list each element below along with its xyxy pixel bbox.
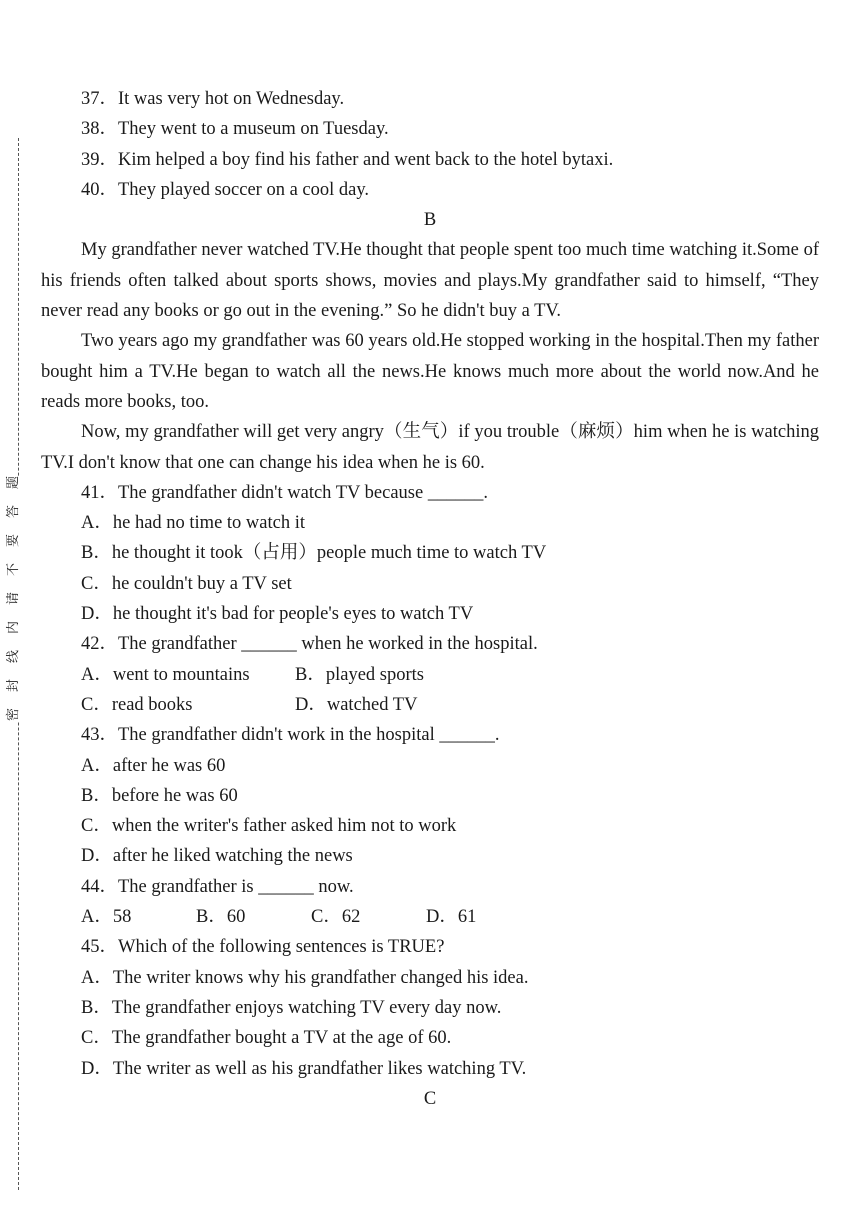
question-42-option-d: D．watched TV <box>295 694 418 715</box>
binding-char: 封 <box>5 678 21 693</box>
question-40: 40．They played soccer on a cool day. <box>81 179 370 200</box>
question-42-option-a: A．went to mountains <box>81 664 250 685</box>
passage-paragraph-3: Now, my grandfather will get very angry（生气）if you trouble（麻烦）him when he is watching TV.I don't know that one can change his idea when he is 60. <box>41 422 819 473</box>
question-45-stem: 45．Which of the following sentences is TRUE? <box>81 937 445 958</box>
question-44-option-b: B．60 <box>196 907 246 928</box>
question-41-option-b: B．he thought it took（占用）people much time to watch TV <box>81 543 547 564</box>
exam-page <box>41 84 819 1114</box>
question-39: 39．Kim helped a boy find his father and went back to the hotel bytaxi. <box>81 149 614 170</box>
question-43-stem: 43．The grandfather didn't work in the hospital ______. <box>81 725 500 746</box>
question-42-options-row-2 <box>41 690 819 720</box>
question-42-stem: 42．The grandfather ______ when he worked in the hospital. <box>81 634 538 655</box>
binding-char: 要 <box>5 533 21 548</box>
passage-paragraph-2: Two years ago my grandfather was 60 years old.He stopped working in the hospital.Then my father bought him a TV.He began to watch all the news.He knows much more about the world now.And he reads more books, too. <box>41 331 819 412</box>
binding-char: 密 <box>5 707 21 722</box>
question-45-option-a: A．The writer knows why his grandfather changed his idea. <box>81 967 529 988</box>
question-45-option-b: B．The grandfather enjoys watching TV every day now. <box>81 997 502 1018</box>
binding-char: 请 <box>5 591 21 606</box>
question-44-option-d: D．61 <box>426 907 477 928</box>
question-44-options-row <box>41 902 819 932</box>
binding-char: 答 <box>5 504 21 519</box>
question-41-stem: 41．The grandfather didn't watch TV because ______. <box>81 482 488 503</box>
question-43-option-c: C．when the writer's father asked him not to work <box>81 816 457 837</box>
passage-paragraph-1: My grandfather never watched TV.He thought that people spent too much time watching it.Some of his friends often talked about sports shows, movies and plays.My grandfather said to himself, “They never read any books or go out in the evening.” So he didn't buy a TV. <box>41 240 819 322</box>
question-41-option-a: A．he had no time to watch it <box>81 513 306 534</box>
question-45-option-c: C．The grandfather bought a TV at the age of 60. <box>81 1028 452 1049</box>
section-c-heading: C <box>423 1088 437 1109</box>
question-42-options-row-1 <box>41 660 819 690</box>
question-42-option-b: B．played sports <box>295 664 424 685</box>
question-44-option-c: C．62 <box>311 907 361 928</box>
question-37: 37．It was very hot on Wednesday. <box>81 89 345 109</box>
binding-char: 线 <box>5 649 21 664</box>
binding-char: 内 <box>5 620 21 635</box>
question-41-option-d: D．he thought it's bad for people's eyes to watch TV <box>81 604 474 625</box>
binding-char: 不 <box>5 562 21 577</box>
question-41-option-c: C．he couldn't buy a TV set <box>81 573 292 594</box>
binding-char: 题 <box>5 475 21 490</box>
question-43-option-a: A．after he was 60 <box>81 755 226 776</box>
question-38: 38．They went to a museum on Tuesday. <box>81 119 389 140</box>
section-b-heading: B <box>423 210 437 231</box>
binding-line-notice <box>6 476 20 721</box>
question-43-option-d: D．after he liked watching the news <box>81 846 353 867</box>
question-43-option-b: B．before he was 60 <box>81 785 238 806</box>
question-45-option-d: D．The writer as well as his grandfather likes watching TV. <box>81 1058 527 1079</box>
question-42-option-c: C．read books <box>81 694 193 715</box>
question-44-option-a: A．58 <box>81 907 132 928</box>
question-44-stem: 44．The grandfather is ______ now. <box>81 876 354 897</box>
